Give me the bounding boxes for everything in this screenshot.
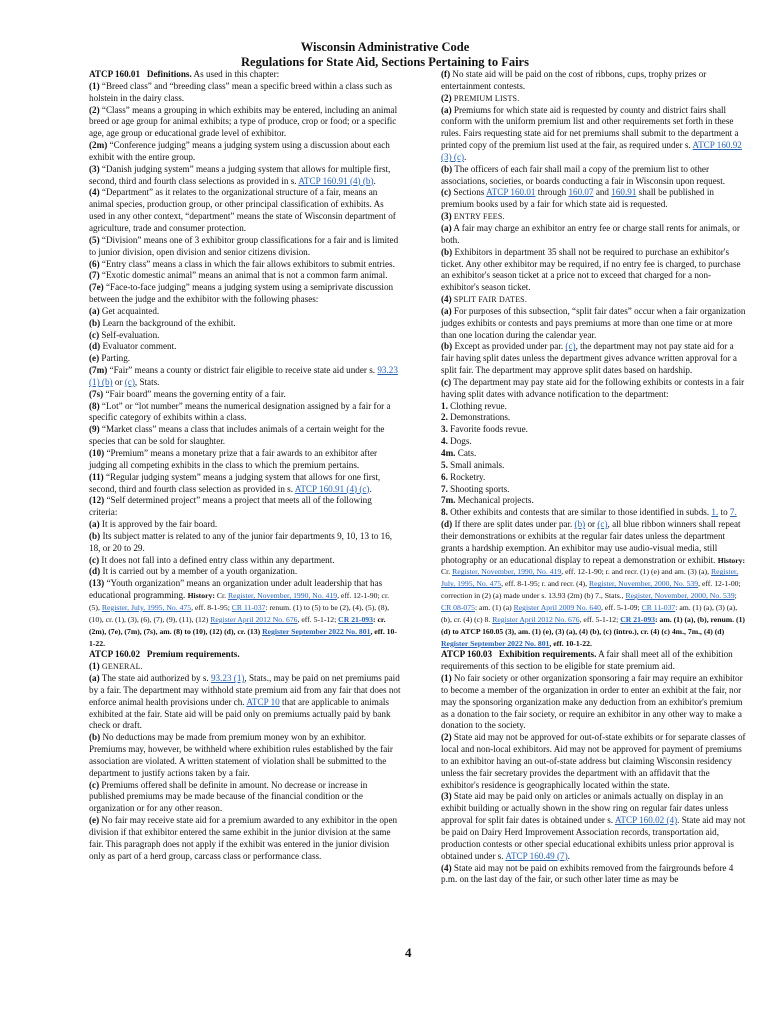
left-paragraph: (2m) “Conference judging” means a judging system using a discussion about each exhibit with the entire group.	[89, 140, 390, 162]
cross-reference-link[interactable]: CR 11-037	[231, 602, 266, 612]
left-paragraph: (7e) “Face-to-face judging” means a judging system using a semiprivate discussion between the judge and the exhibitor with the following phases:	[89, 282, 394, 305]
left-paragraph: (c) Self-evaluation.	[89, 329, 160, 340]
cross-reference-link[interactable]: Register April 2012 No. 676	[492, 614, 580, 624]
right-paragraph: (3) ENTRY FEES.	[441, 211, 505, 222]
cross-reference-link[interactable]: Register, November, 2000, No. 539	[625, 591, 735, 601]
cross-reference-link[interactable]: ATCP 10	[246, 696, 280, 707]
left-paragraph: (13) “Youth organization” means an organization under adult leadership that has educational programming. History: Cr. Register, November, 1990, No. 419, eff. 12-1-90; cr. (5), Register, July, 1995, No. 475, eff. 8-1-95; CR 11-037: renum. (1) to (5) to be (2), (4), (5), (8), (10), cr. (1), (3), (6), (7), (9), (11), (12) Register April 2012 No. 676, eff. 5-1-12; CR 21-093: cr. (2m), (7e), (7m), (7s), am. (8) to (10), (12) (d), cr. (13) Register September 2022 No. 801, eff. 10-1-22.	[89, 578, 397, 648]
cross-reference-link[interactable]: 93.23 (1) (b)	[89, 365, 398, 387]
left-paragraph: (a) Get acquainted.	[89, 305, 160, 316]
cross-reference-link[interactable]: Register, November, 2000, No. 539	[588, 579, 699, 589]
left-paragraph: (11) “Regular judging system” means a judging system that allows for one first, second, third and fourth class selection as provided in s. ATCP 160.91 (4) (c).	[89, 471, 381, 494]
left-paragraph: (12) “Self determined project” means a project that meets all of the following criteria:	[89, 495, 372, 518]
right-paragraph: (f) No state aid will be paid on the cost of ribbons, cups, trophy prizes or entertainment contests.	[441, 69, 707, 91]
left-paragraph: (2) “Class” means a grouping in which exhibits may be entered, including an animal breed or age group for animal exhibits; a type of produce, crop or food; or a specific age, age group or educational grade level of exhibitor.	[89, 104, 398, 139]
right-paragraph: 6. Rocketry.	[441, 471, 486, 482]
left-paragraph: (1) GENERAL.	[89, 661, 143, 672]
right-paragraph: 4m. Cats.	[441, 448, 477, 458]
cross-reference-link[interactable]: (c)	[124, 376, 135, 387]
code-title: Wisconsin Administrative Code	[300, 40, 470, 54]
cross-reference-link[interactable]: Register, July, 1995, No. 475	[101, 602, 192, 612]
left-paragraph: (1) “Breed class” and “breeding class” mean a specific breed within a class such as holstein in the dairy class.	[89, 80, 393, 103]
right-paragraph: 3. Favorite foods revue.	[441, 424, 528, 435]
right-paragraph: (1) No fair society or other organization sponsoring a fair may require an exhibitor to become a member of the organization in order to enter an exhibit at the fair, nor may the sponsoring organization make any deduction from an exhibitor's premium as a donation to the fair society, or require an exhibitor in any other way to make a donation to the society.	[441, 673, 743, 731]
cross-reference-link[interactable]: 160.91	[611, 187, 637, 198]
right-paragraph: 8. Other exhibits and contests that are similar to those identified in subds. 1. to 7.	[441, 507, 737, 518]
right-paragraph: ATCP 160.03 Exhibition requirements. A fair shall meet all of the exhibition requirements of this section to be eligible for state premium aid.	[441, 649, 733, 672]
left-paragraph: (b) Its subject matter is related to any of the junior fair departments 9, 10, 13 to 16, 18, or 20 to 29.	[89, 530, 393, 553]
right-paragraph: 7. Shooting sports.	[441, 483, 510, 494]
cross-reference-link[interactable]: Register, November, 1990, No. 419	[227, 591, 338, 601]
cross-reference-link[interactable]: (b)	[574, 519, 586, 530]
right-paragraph: (2) PREMIUM LISTS.	[441, 92, 520, 103]
cross-reference-link[interactable]: CR 08-075	[441, 602, 475, 612]
left-paragraph: (5) “Division” means one of 3 exhibitor group classifications for a fair and is limited to junior division, open division and senior citizens division.	[89, 234, 399, 257]
cross-reference-link[interactable]: 160.07	[568, 187, 594, 198]
right-column	[441, 69, 747, 886]
left-paragraph: (c) Premiums offered shall be definite in amount. No decrease or increase in published premiums may be made because of the financial condition or the organization or for any other reason.	[89, 779, 368, 814]
right-paragraph: (4) State aid may not be paid on exhibits removed from the fairgrounds before 4 p.m. on the last day of the fair, or such other later time as may be	[441, 862, 734, 885]
left-paragraph: (d) It is carried out by a member of a youth organization.	[89, 566, 298, 577]
cross-reference-link[interactable]: Register April 2009 No. 640	[513, 602, 601, 612]
cross-reference-link[interactable]: (c)	[597, 519, 608, 530]
cross-reference-link[interactable]: CR 11-037	[641, 602, 676, 612]
left-paragraph: (d) Evaluator comment.	[89, 341, 177, 352]
chapter-title: Regulations for State Aid, Sections Pertaining to Fairs	[241, 55, 529, 69]
cross-reference-link[interactable]: ATCP 160.92 (3) (c)	[441, 140, 742, 162]
cross-reference-link[interactable]: 7.	[729, 507, 737, 518]
left-paragraph: (7) “Exotic domestic animal” means an animal that is not a common farm animal.	[89, 270, 388, 281]
cross-reference-link[interactable]: 93.23 (1)	[210, 673, 245, 684]
left-paragraph: (c) It does not fall into a defined entry class within any department.	[89, 554, 335, 565]
left-paragraph: (b) Learn the background of the exhibit.	[89, 317, 236, 328]
left-column	[89, 69, 401, 863]
left-paragraph: (b) No deductions may be made from premium money won by an exhibitor. Premiums may, however, be withheld where exhibition rules established by the fair association are violated. A written statement of violation shall be submitted to the department to justify actions taken by a fair.	[89, 732, 393, 778]
cross-reference-link[interactable]: Register, November, 1990, No. 419	[452, 567, 562, 577]
right-paragraph: 7m. Mechanical projects.	[441, 495, 534, 506]
right-paragraph: (2) State aid may not be approved for out-of-state exhibits or for separate classes of local and non-local exhibitors. Aid may not be approved for payment of premiums to an exhibitor having an out-of-state address but claiming Wisconsin residency unless the fair secretary provides the department with an affidavit that the exhibitor's residence is geographically located within the state.	[441, 732, 746, 790]
left-paragraph: (a) It is approved by the fair board.	[89, 519, 218, 530]
left-paragraph: ATCP 160.02 Premium requirements.	[89, 649, 240, 660]
right-paragraph: 1. Clothing revue.	[441, 400, 507, 411]
cross-reference-link[interactable]: ATCP 160.49 (7)	[505, 850, 568, 861]
right-paragraph: (b) Exhibitors in department 35 shall not be required to purchase an exhibitor's ticket. Any other exhibitor may be required, if no entry fee is charged, to purchase an exhibitor's season ticket at a price not to exceed that charged for a non-exhibitor's season ticket.	[441, 246, 741, 293]
left-paragraph: (e) Parting.	[89, 353, 131, 364]
right-paragraph: (c) Sections ATCP 160.01 through 160.07 and 160.91 shall be published in premium books used by a fair for which state aid is requested.	[441, 187, 714, 210]
cross-reference-link[interactable]: Register, July, 1995, No. 475	[441, 567, 739, 589]
page-number: 4	[405, 945, 412, 960]
right-paragraph: (b) The officers of each fair shall mail a copy of the premium list to other associations, societies, or boards conducting a fair in Wisconsin upon request.	[441, 163, 726, 186]
left-paragraph: (a) The state aid authorized by s. 93.23 (1), Stats., may be paid on net premiums paid by a fair. The department may withhold state premium aid from any fair that does not enforce animal health provisions under ch. ATCP 10 that are applicable to animals exhibited at the fair. State aid will be paid only on premiums actually paid by bank check or draft.	[89, 673, 401, 731]
right-paragraph: (c) The department may pay state aid for the following exhibits or contests in a fair having split dates with advance notification to the department:	[441, 376, 745, 399]
right-paragraph: (4) SPLIT FAIR DATES.	[441, 294, 528, 305]
cross-reference-link[interactable]: CR 21-093	[620, 614, 656, 624]
right-paragraph: 2. Demonstrations.	[441, 412, 511, 423]
left-paragraph: (7s) “Fair board” means the governing entity of a fair.	[89, 388, 286, 399]
left-paragraph: (8) “Lot” or “lot number” means the numerical designation assigned by a fair for a specific category of exhibits within a class.	[89, 400, 391, 423]
left-paragraph: (9) “Market class” means a class that includes animals of a certain weight for the species that can be sold for slaughter.	[89, 424, 385, 447]
left-paragraph: (4) “Department” as it relates to the organizational structure of a fair, means an animal species, production group, or other principal classification of exhibits. As used in any other context, “department” means the state of Wisconsin department of agriculture, trade and consumer protection.	[89, 187, 396, 233]
cross-reference-link[interactable]: ATCP 160.01	[486, 187, 536, 198]
left-paragraph: (3) “Danish judging system” means a judging system that allows for multiple first, second, third and fourth class selections as provided in s. ATCP 160.91 (4) (b).	[89, 163, 391, 186]
left-paragraph: ATCP 160.01 Definitions. As used in this chapter:	[89, 69, 280, 79]
right-paragraph: (a) Premiums for which state aid is requested by county and district fairs shall conform with the uniform premium list and other requirements set forth in these rules. Fairs requesting state aid for net premiums shall submit to the department a printed copy of the premium list used at the fair, as required under s. ATCP 160.92 (3) (c).	[441, 104, 742, 162]
right-paragraph: 4. Dogs.	[441, 436, 472, 447]
left-paragraph: (10) “Premium” means a monetary prize that a fair awards to an exhibitor after judging all competing exhibits in the class to which the premium pertains.	[89, 448, 378, 470]
left-paragraph: (6) “Entry class” means a class in which the fair allows exhibitors to submit entries.	[89, 258, 395, 269]
left-paragraph: (e) No fair may receive state aid for a premium awarded to any exhibitor in the open division if that exhibitor entered the same exhibit in the junior division at the same fair. This paragraph does not apply if the exhibit was entered in the junior division only as part of a herd group, carcass class or performance class.	[89, 815, 398, 861]
cross-reference-link[interactable]: Register April 2012 No. 676	[210, 614, 298, 624]
cross-reference-link[interactable]: ATCP 160.91 (4) (c)	[294, 483, 370, 494]
cross-reference-link[interactable]: ATCP 160.02 (4)	[614, 815, 678, 826]
cross-reference-link[interactable]: 1.	[711, 507, 719, 518]
right-paragraph: (3) State aid may be paid only on articles or animals actually on display in an exhibit building or actually shown in the show ring on regular fair dates unless approval for split fair dates is obtained under s. ATCP 160.02 (4). State aid may not be paid on Dairy Herd Improvement Association records, transportation aid, production contests or other special educational exhibits unless prior approval is obtained under s. ATCP 160.49 (7).	[441, 791, 746, 861]
cross-reference-link[interactable]: ATCP 160.91 (4) (b)	[298, 175, 374, 186]
cross-reference-link[interactable]: Register September 2022 No. 801	[262, 626, 371, 636]
right-paragraph: 5. Small animals.	[441, 459, 505, 470]
right-paragraph: (b) Except as provided under par. (c), the department may not pay state aid for a fair having split dates unless the department gives advance written approval for a split fair. The department may approve split dates based on hardship.	[441, 341, 737, 376]
cross-reference-link[interactable]: CR 21-093	[338, 614, 373, 624]
cross-reference-link[interactable]: Register September 2022 No. 801	[441, 638, 550, 648]
right-paragraph: (a) A fair may charge an exhibitor an entry fee or charge stall rents for animals, or both.	[441, 222, 740, 245]
left-paragraph: (7m) “Fair” means a county or district fair eligible to receive state aid under s. 93.23 (1) (b) or (c), Stats.	[89, 365, 398, 387]
right-paragraph: (d) If there are split dates under par. (b) or (c), all blue ribbon winners shall repeat their demonstrations or exhibits at the regular fair dates unless the department grants a hardship exemption. An exhibitor may use audio-visual media, still photography or an educational display to repeat a demonstration or exhibit. History: Cr. Register, November, 1990, No. 419, eff. 12-1-90; r. and recr. (1) (e) and am. (3) (a), Register, July, 1995, No. 475, eff. 8-1-95; r. and recr. (4), Register, November, 2000, No. 539, eff. 12-1-00; correction in (2) (a) made under s. 13.93 (2m) (b) 7., Stats., Register, November, 2000, No. 539; CR 08-075: am. (1) (a) Register April 2009 No. 640, eff. 5-1-09; CR 11-037: am. (1) (a), (3) (a), (b), cr. (4) (c) 8. Register April 2012 No. 676, eff. 5-1-12; CR 21-093: am. (1) (a), (b), renum. (1) (d) to ATCP 160.05 (3), am. (1) (e), (3) (a), (4) (b), (c) (intro.), cr. (4) (c) 4m., 7m., (4) (d) Register September 2022 No. 801, eff. 10-1-22.	[441, 519, 746, 648]
cross-reference-link[interactable]: (c)	[565, 341, 576, 352]
right-paragraph: (a) For purposes of this subsection, “split fair dates” occur when a fair organization judges exhibits or contests and pays premiums at more than one time or at more than one location during the calendar year.	[441, 305, 746, 340]
